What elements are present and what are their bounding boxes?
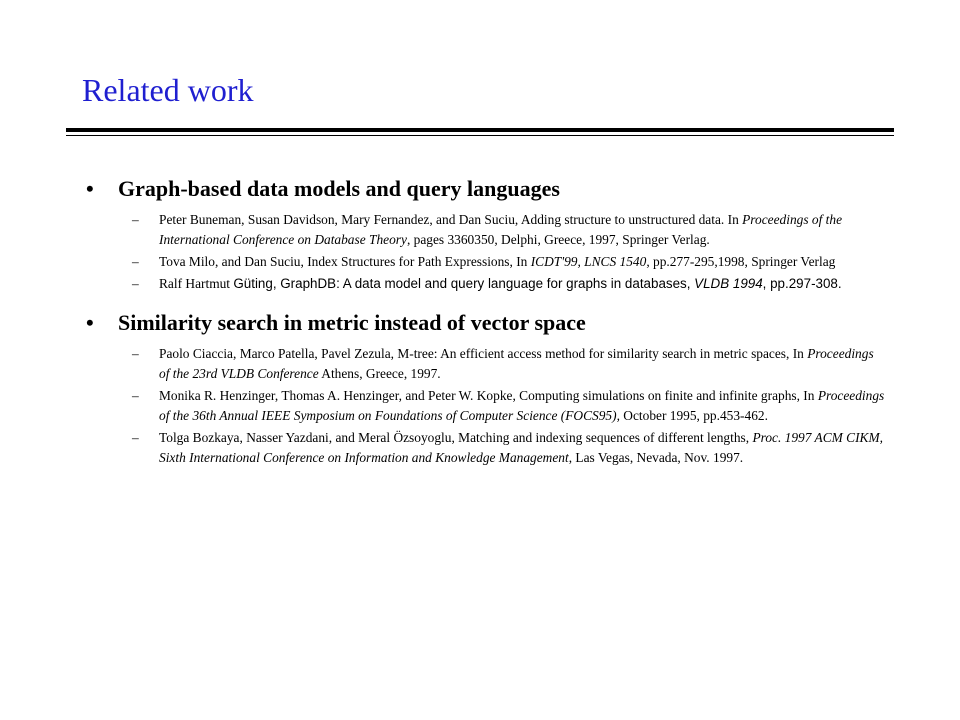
dash-icon: –: [132, 254, 139, 269]
slide-content: [86, 176, 886, 484]
title-divider-thin: [66, 135, 894, 136]
reference-item: – Tolga Bozkaya, Nasser Yazdani, and Meral Özsoyoglu, Matching and indexing sequences of different lengths, Proc. 1997 ACM CIKM, Sixth International Conference on Information and Knowledge Management, Las Vegas, Nevada, Nov. 1997.: [132, 430, 883, 465]
section-heading-text: Graph-based data models and query languages: [118, 176, 560, 201]
dash-icon: –: [132, 388, 139, 403]
slide-title: Related work: [82, 72, 254, 108]
bullet-icon: •: [86, 176, 94, 201]
section-heading: [86, 176, 886, 202]
reference-item: – Tova Milo, and Dan Suciu, Index Structures for Path Expressions, In ICDT'99, LNCS 1540, pp.277-295,1998, Springer Verlag: [132, 252, 886, 272]
dash-icon: –: [132, 430, 139, 445]
reference-item: – Ralf Hartmut Güting, GraphDB: A data model and query language for graphs in databases, VLDB 1994, pp.297-308.: [132, 274, 886, 294]
reference-list: [132, 210, 886, 294]
title-divider-thick: [66, 128, 894, 132]
dash-icon: –: [132, 276, 139, 291]
dash-icon: –: [132, 212, 139, 227]
reference-item: – Monika R. Henzinger, Thomas A. Henzinger, and Peter W. Kopke, Computing simulations on finite and infinite graphs, In Proceedings of the 36th Annual IEEE Symposium on Foundations of Computer Science (FOCS95), October 1995, pp.453-462.: [132, 388, 885, 423]
bullet-icon: •: [86, 310, 94, 335]
section-heading: [86, 310, 886, 336]
section-graph-models: [86, 176, 886, 294]
reference-item: – Paolo Ciaccia, Marco Patella, Pavel Zezula, M-tree: An efficient access method for similarity search in metric spaces, In Proceedings of the 23rd VLDB Conference Athens, Greece, 1997.: [132, 346, 874, 381]
dash-icon: –: [132, 346, 139, 361]
section-similarity-search: [86, 310, 886, 468]
reference-item: – Peter Buneman, Susan Davidson, Mary Fernandez, and Dan Suciu, Adding structure to unstructured data. In Proceedings of the International Conference on Database Theory, pages 3360350, Delphi, Greece, 1997, Springer Verlag.: [132, 212, 843, 247]
section-heading-text: Similarity search in metric instead of vector space: [118, 310, 586, 335]
reference-list: [132, 344, 886, 468]
